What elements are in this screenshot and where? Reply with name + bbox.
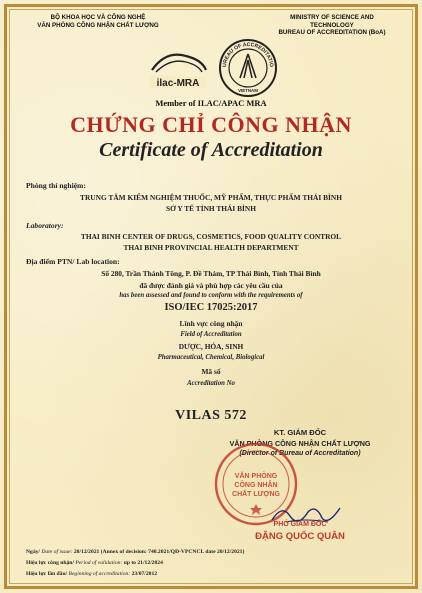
footer-issue-date xyxy=(26,549,244,555)
signature-deputy-title: PHÓ GIÁM ĐỐC xyxy=(273,521,327,528)
location-label: Địa điểm PTN/ Lab location: xyxy=(26,257,120,266)
footer-first-accreditation xyxy=(26,571,157,577)
lab-label-en: Laboratory: xyxy=(26,221,64,230)
code-label-vn: Mã số xyxy=(201,367,221,376)
boa-seal-logo-icon xyxy=(218,38,278,98)
footer-issue-value: 20/12/2021 (Annex of decision: 740.2021/QĐ-VPCNCL date 20/12/2021) xyxy=(73,549,245,555)
field-label-en: Field of Accreditation xyxy=(180,331,242,338)
ilac-mra-logo-icon xyxy=(146,48,210,92)
footer-first-label-vn: Hiệu lực lần đầu/ xyxy=(26,571,68,577)
code-label-en: Accreditation No xyxy=(187,380,235,387)
footer-issue-label-vn: Ngày/ xyxy=(26,549,40,555)
ilac-logo-text: ilac-MRA xyxy=(156,78,200,89)
boa-country-text: VIETNAM xyxy=(238,88,258,93)
footer-validity xyxy=(26,560,163,566)
header-ministry-en: MINISTRY OF SCIENCE AND TECHNOLOGY xyxy=(290,14,374,29)
header-bureau-vn: VĂN PHÒNG CÔNG NHẬN CHẤT LƯỢNG xyxy=(37,21,159,29)
assessed-text-en: has been assessed and found to conform with the requirements of xyxy=(119,292,303,299)
header-bureau-en: BUREAU OF ACCREDITATION (BoA) xyxy=(278,29,386,37)
signature-kt: KT. GIÁM ĐỐC xyxy=(273,428,327,437)
iso-standard: ISO/IEC 17025:2017 xyxy=(164,302,258,313)
lab-label-vn: Phòng thí nghiệm: xyxy=(26,181,86,190)
boa-ring-text: UREAU OF ACCREDITATIO xyxy=(221,41,275,68)
stamp-line-2: CÔNG NHẬN xyxy=(234,482,278,489)
footer-first-value: 23/07/2012 xyxy=(131,571,158,577)
header-right xyxy=(268,14,396,37)
signature-office-vn: VĂN PHÒNG CÔNG NHẬN CHẤT LƯỢNG xyxy=(229,439,371,448)
header-left xyxy=(34,14,162,29)
accreditation-number: VILAS 572 xyxy=(175,408,247,423)
signature-office-en: (Director of Bureau of Accreditation) xyxy=(239,450,361,457)
title-english: Certificate of Accreditation xyxy=(99,139,323,161)
stamp-line-3: CHẤT LƯỢNG xyxy=(232,491,280,498)
footer-validity-label-en: Period of validation: xyxy=(75,560,123,566)
lab-name-vn-2: SỞ Y TẾ TỈNH THÁI BÌNH xyxy=(165,204,257,213)
svg-text:BUREAU OF ACCREDITATION xyxy=(218,38,274,67)
lab-name-en-2: THAI BINH PROVINCIAL HEALTH DEPARTMENT xyxy=(123,243,299,252)
field-value-en: Pharmaceutical, Chemical, Biological xyxy=(157,354,265,361)
assessed-text-vn: đã được đánh giá và phù hợp các yêu cầu của xyxy=(139,281,283,290)
field-label-vn: Lĩnh vực công nhận xyxy=(179,319,243,328)
lab-address: Số 280, Trần Thánh Tông, P. Đề Thám, TP Thái Bình, Tỉnh Thái Bình xyxy=(101,269,321,278)
footer-validity-value: up to 21/12/2024 xyxy=(123,560,163,566)
lab-name-vn-1: TRUNG TÂM KIỂM NGHIỆM THUỐC, MỸ PHẨM, THỰC PHẨM THÁI BÌNH xyxy=(80,193,342,202)
member-text: Member of ILAC/APAC MRA xyxy=(155,98,267,108)
title-vietnamese: CHỨNG CHỈ CÔNG NHẬN xyxy=(70,112,352,137)
footer-validity-label-vn: Hiệu lực công nhận/ xyxy=(26,560,74,566)
stamp-line-1: VĂN PHÒNG xyxy=(234,473,278,480)
signature-name: ĐẶNG QUỐC QUÂN xyxy=(255,531,345,542)
footer-first-label-en: Beginning of accreditation: xyxy=(68,571,131,577)
field-value-vn: DƯỢC, HÓA, SINH xyxy=(178,342,244,351)
header-ministry-vn: BỘ KHOA HỌC VÀ CÔNG NGHỆ xyxy=(50,14,146,21)
footer-issue-label-en: Date of issue: xyxy=(41,549,73,555)
lab-name-en-1: THAI BINH CENTER OF DRUGS, COSMETICS, FOOD QUALITY CONTROL xyxy=(80,232,342,241)
